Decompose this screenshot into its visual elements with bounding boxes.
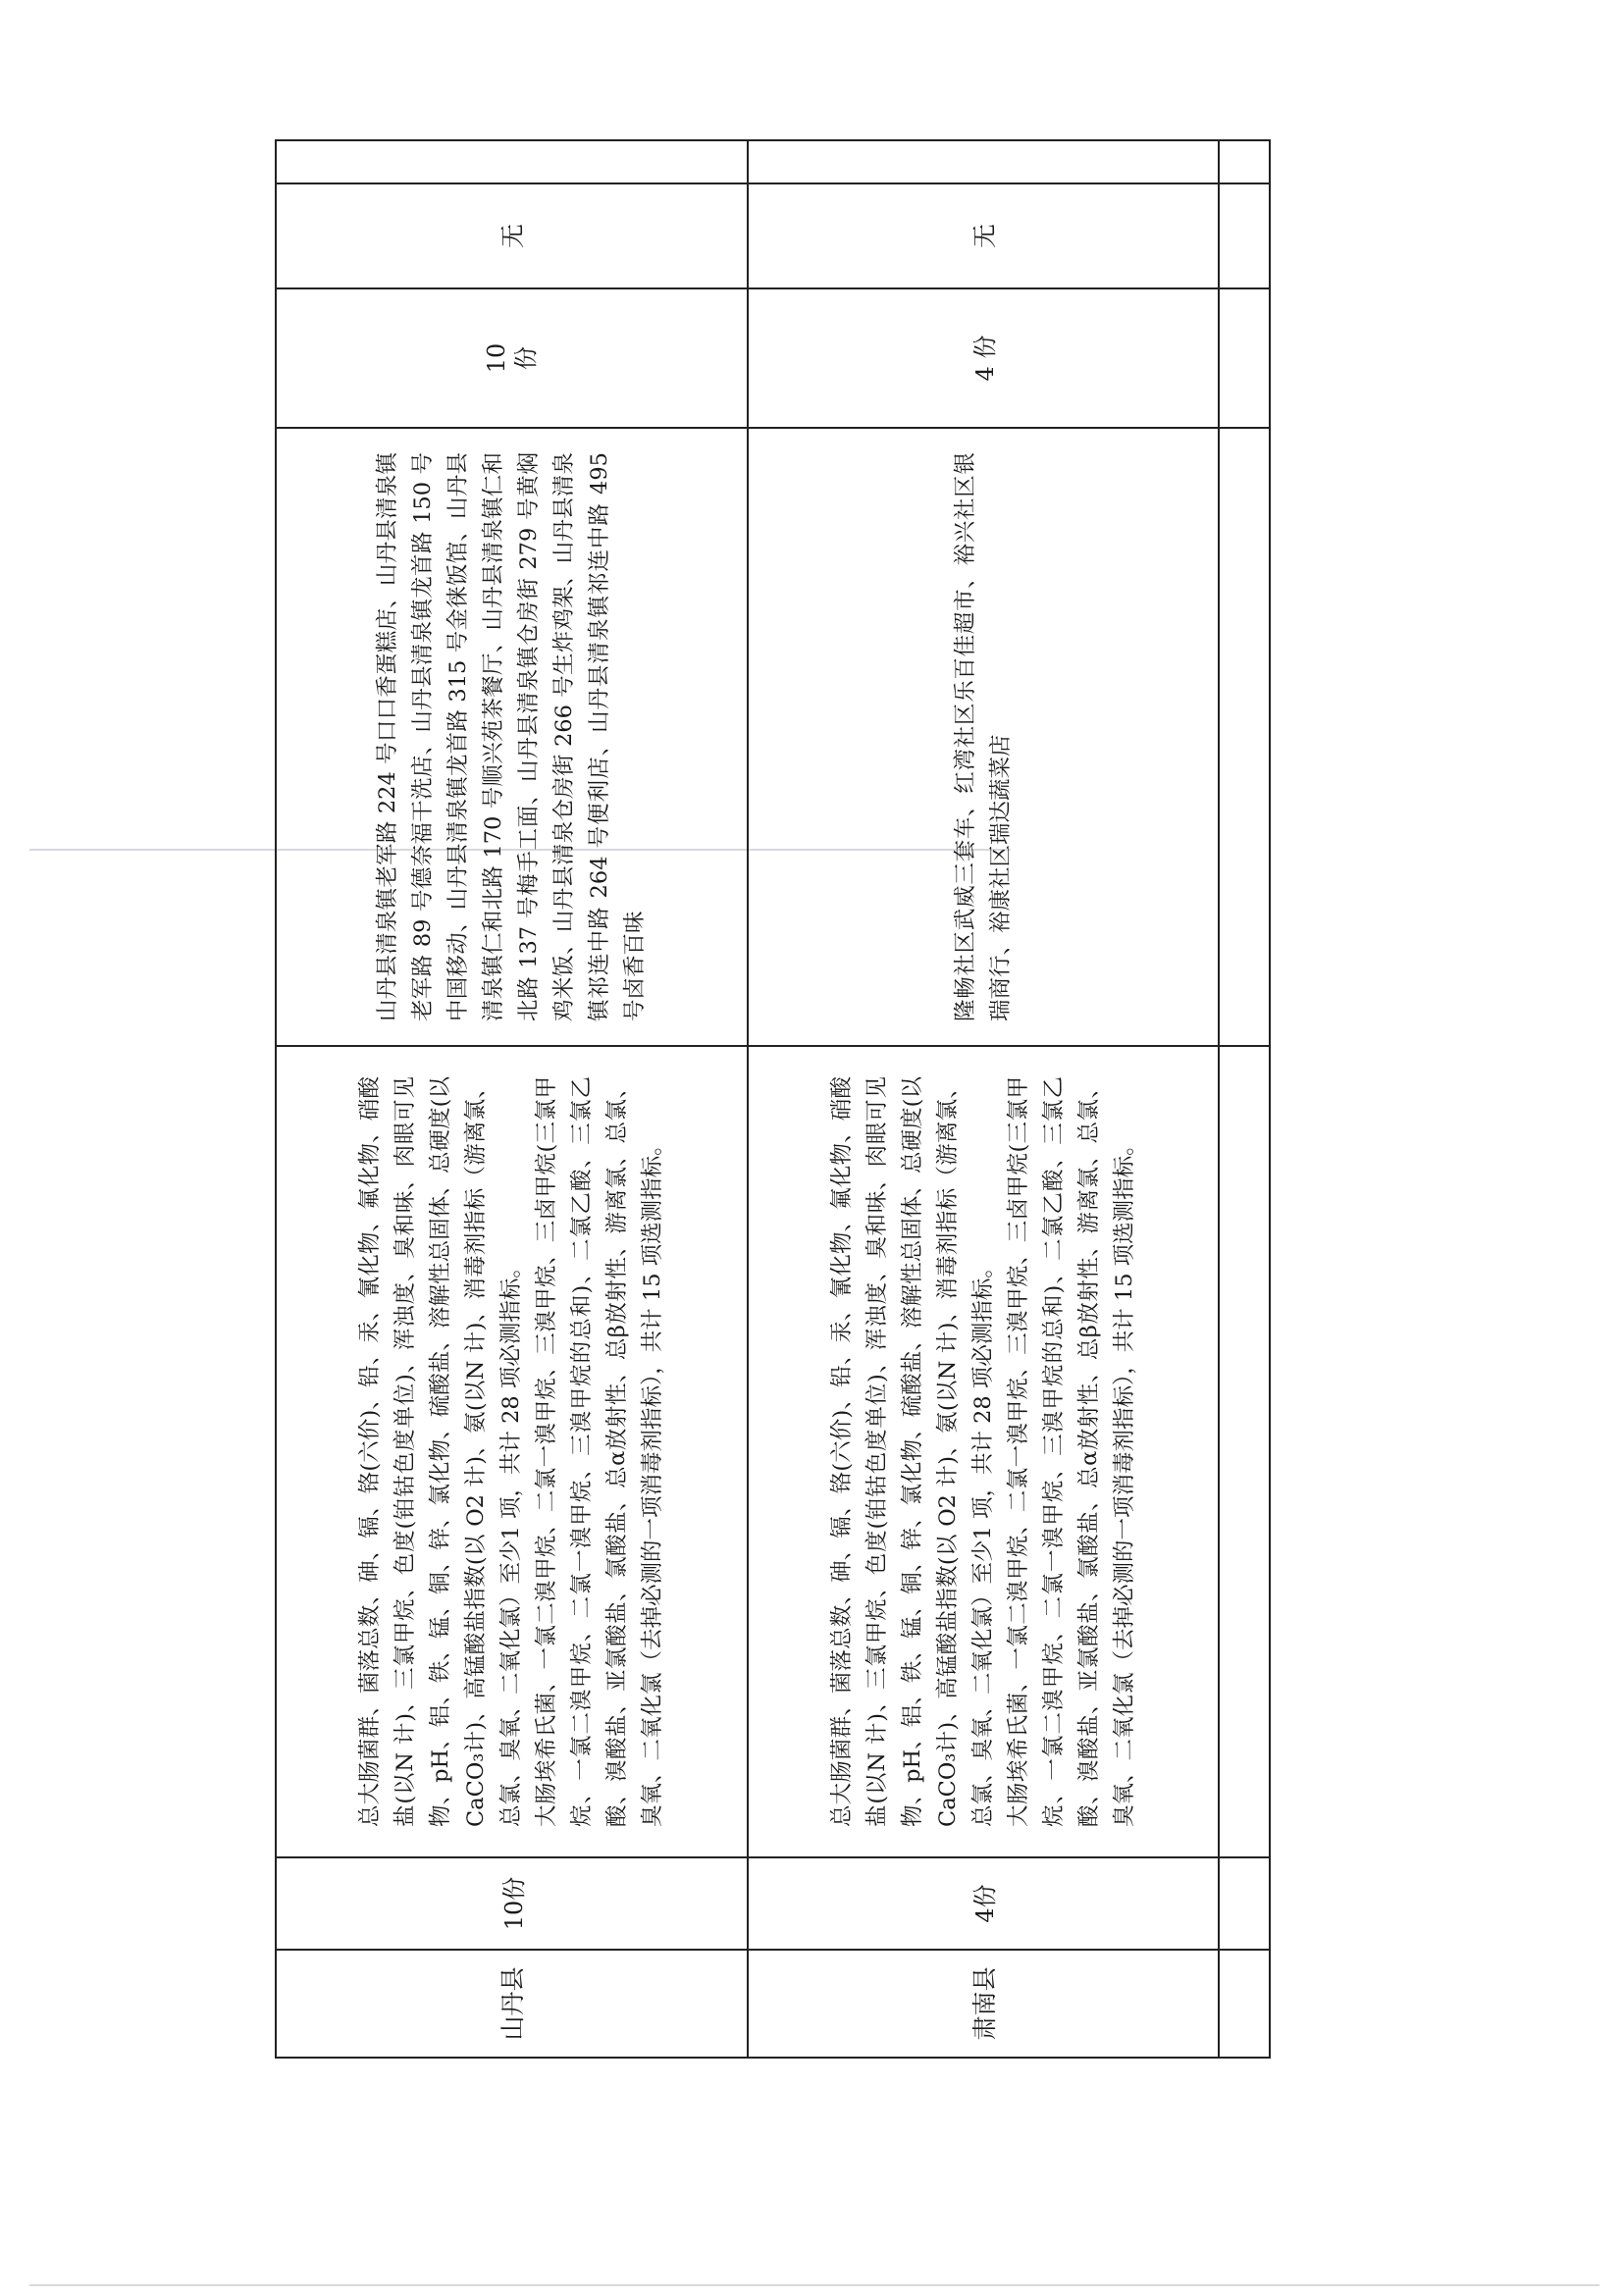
empty-cell <box>1219 1950 1270 2058</box>
required-indicators-text: 总大肠菌群、菌落总数、砷、镉、铬(六价)、铅、汞、氰化物、氟化物、硝酸盐(以N 计)、三氯甲烷、色度(铂钴色度单位)、浑浊度、臭和味、肉眼可见物、pH、铝、铁、锰、铜、锌、氯化物、硫酸盐、溶解性总固体、总硬度(以CaCO₃计)、高锰酸盐指数(以 O2 计)、氨(以N 计)、消毒剂指标（游离氯、总氯、臭氧、二氧化氯）至少1 项，共计 28 项必测指标。 <box>828 1076 996 1827</box>
scan-artifact-line <box>29 2284 1599 2286</box>
sample-count-cell: 10份 <box>276 1857 748 1950</box>
count-number: 10 <box>483 342 511 374</box>
empty-cell <box>1219 1046 1270 1857</box>
sample-count-2-cell: 4 份 <box>748 288 1220 428</box>
empty-cell <box>276 140 748 183</box>
table-row <box>748 140 1220 2058</box>
indicators-cell <box>748 1046 1220 1857</box>
empty-cell <box>748 140 1220 183</box>
empty-cell <box>1219 140 1270 183</box>
optional-indicators-text: 大肠埃希氏菌、一氯二溴甲烷、二氯一溴甲烷、三溴甲烷、三卤甲烷(三氯甲烷、一氯二溴甲烷、二氯一溴甲烷、三溴甲烷的总和)、二氯乙酸、三氯乙酸、溴酸盐、亚氯酸盐、氯酸盐、总α放射性、总β放射性、游离氯、总氯、臭氧、二氧化氯（去掉必测的一项消毒剂指标），共计 15 项选测指标。 <box>534 1076 666 1827</box>
empty-cell <box>1219 183 1270 288</box>
county-cell: 肃南县 <box>748 1950 1220 2058</box>
optional-indicators-text: 大肠埃希氏菌、一氯二溴甲烷、二氯一溴甲烷、三溴甲烷、三卤甲烷(三氯甲烷、一氯二溴甲烷、二氯一溴甲烷、三溴甲烷的总和)、二氯乙酸、三氯乙酸、溴酸盐、亚氯酸盐、氯酸盐、总α放射性、总β放射性、游离氯、总氯、臭氧、二氧化氯（去掉必测的一项消毒剂指标），共计 15 项选测指标。 <box>1005 1076 1137 1827</box>
required-indicators-text: 总大肠菌群、菌落总数、砷、镉、铬(六价)、铅、汞、氰化物、氟化物、硝酸盐(以N 计)、三氯甲烷、色度(铂钴色度单位)、浑浊度、臭和味、肉眼可见物、pH、铝、铁、锰、铜、锌、氯化物、硫酸盐、溶解性总固体、总硬度(以CaCO₃计)、高锰酸盐指数(以 O2 计)、氨(以N 计)、消毒剂指标（游离氯、总氯、臭氧、二氧化氯）至少1 项，共计 28 项必测指标。 <box>357 1076 525 1827</box>
empty-cell <box>1219 428 1270 1046</box>
sampling-table <box>275 139 1271 2059</box>
sampling-locations-cell: 隆畅社区武威三套车、红湾社区乐百佳超市、裕兴社区银瑞商行、裕康社区瑞达蔬菜店 <box>748 428 1220 1046</box>
table-row <box>276 140 748 2058</box>
empty-row <box>1219 140 1270 2058</box>
other-cell: 无 <box>748 183 1220 288</box>
sampling-locations-cell: 山丹县清泉镇老军路 224 号口口香蛋糕店、山丹县清泉镇老军路 89 号德奈福干洗店、山丹县清泉镇龙首路 150 号中国移动、山丹县清泉镇龙首路 315 号金徕饭馆、山丹县清泉镇仁和北路 170 号顺兴苑茶餐厅、山丹县清泉镇仁和北路 137 号梅手工面、山丹县清泉镇仓房街 279 号黄焖鸡米饭、山丹县清泉仓房街 266 号生炸鸡架、山丹县清泉镇祁连中路 264 号便利店、山丹县清泉镇祁连中路 495 号卤香百味 <box>276 428 748 1046</box>
county-cell: 山丹县 <box>276 1950 748 2058</box>
sample-count-2-cell <box>276 288 748 428</box>
sample-count-cell: 4份 <box>748 1857 1220 1950</box>
indicators-cell <box>276 1046 748 1857</box>
empty-cell <box>1219 288 1270 428</box>
other-cell: 无 <box>276 183 748 288</box>
count-unit: 份 <box>512 346 541 370</box>
empty-cell <box>1219 1857 1270 1950</box>
rotated-table-container <box>275 194 1271 2059</box>
